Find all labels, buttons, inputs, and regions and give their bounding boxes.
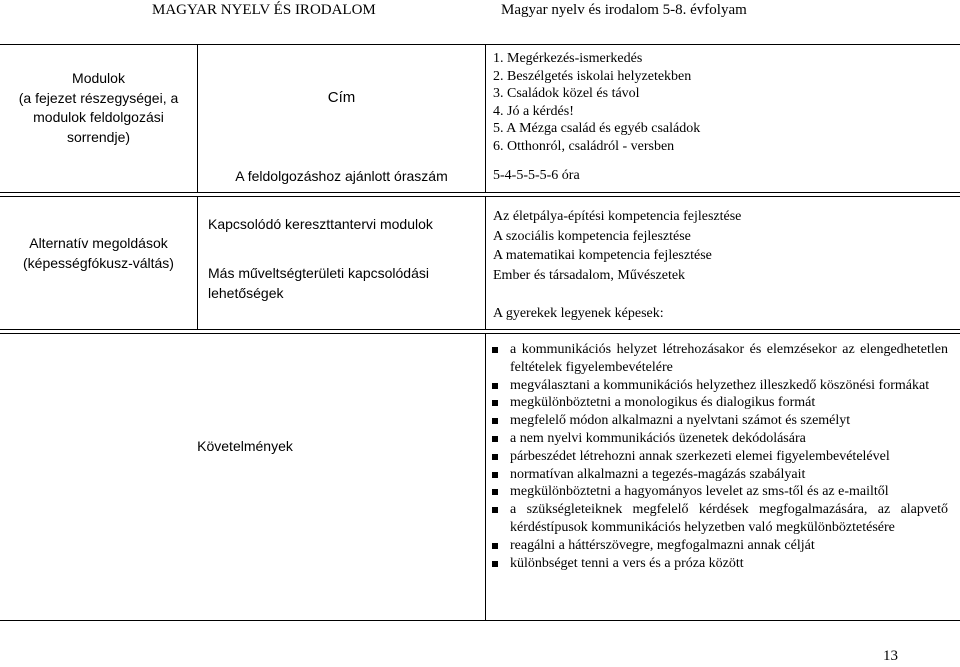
square-bullet-icon <box>492 347 498 353</box>
module-title: 3. Családok közel és távol <box>493 86 640 101</box>
page-number: 13 <box>883 648 898 664</box>
list-item: különbséget tenni a vers és a próza között <box>490 555 948 573</box>
mas-value: Ember és társadalom, Művészetek <box>493 268 686 283</box>
square-bullet-icon <box>492 472 498 478</box>
list-item: párbeszédet létrehozni annak szerkezeti elemei figyelembevételével <box>490 448 948 466</box>
square-bullet-icon <box>492 400 498 406</box>
mas-label: Más műveltségterületi kapcsolódási lehetőségek <box>208 265 429 301</box>
square-bullet-icon <box>492 383 498 389</box>
square-bullet-icon <box>492 436 498 442</box>
table-bottom-border <box>0 620 960 621</box>
module-title: 1. Megérkezés-ismerkedés <box>493 51 643 66</box>
list-item: a nem nyelvi kommunikációs üzenetek dekódolására <box>490 430 948 448</box>
oraszam-label: A feldolgozáshoz ajánlott óraszám <box>235 168 448 184</box>
list-item: megválasztani a kommunikációs helyzethez illeszkedő köszönési formákat <box>490 377 948 395</box>
module-title: 4. Jó a kérdés! <box>493 103 574 119</box>
table-col-divider-a2 <box>197 196 198 330</box>
table-row-divider-1 <box>0 192 960 193</box>
oraszam-value: 5-4-5-5-5-6 óra <box>493 168 580 183</box>
module-title-list <box>493 50 953 155</box>
module-title: 6. Otthonról, családról - versben <box>493 138 675 154</box>
square-bullet-icon <box>492 418 498 424</box>
list-item: a szükségleteiknek megfelelő kérdések megfogalmazására, az alapvető kérdéstípusok kommunikációs helyzetben való megkülönböztetésére <box>490 501 948 537</box>
list-item: megkülönböztetni a hagyományos levelet az sms-től és az e-mailtől <box>490 483 948 501</box>
table-row-divider-4 <box>0 333 960 334</box>
list-item: normatívan alkalmazni a tegezés-magázás szabályait <box>490 466 948 484</box>
kompetencia-item: Az életpálya-építési kompetencia fejlesztése <box>493 209 742 224</box>
list-item: megfelelő módon alkalmazni a nyelvtani számot és személyt <box>490 412 948 430</box>
square-bullet-icon <box>492 543 498 549</box>
alternativ-label: Alternatív megoldások (képességfókusz-váltás) <box>23 235 174 271</box>
running-header-right: Magyar nyelv és irodalom 5-8. évfolyam <box>501 2 747 18</box>
table-col-divider-b2 <box>485 196 486 330</box>
square-bullet-icon <box>492 454 498 460</box>
list-item: reagálni a háttérszövegre, megfogalmazni annak célját <box>490 537 948 555</box>
table-col-divider-b3 <box>485 333 486 621</box>
modulok-label: Modulok (a fejezet részegységei, a modulok feldolgozási sorrendje) <box>18 70 179 145</box>
list-item: a kommunikációs helyzet létrehozásakor és elemzésekor az elengedhetetlen feltételek figyelembevételére <box>490 341 948 377</box>
kompetencia-list <box>493 207 953 266</box>
square-bullet-icon <box>492 489 498 495</box>
module-title: 5. A Mézga család és egyéb családok <box>493 121 701 136</box>
running-header-left: MAGYAR NYELV ÉS IRODALOM <box>152 2 376 18</box>
square-bullet-icon <box>492 507 498 513</box>
table-top-border <box>0 44 960 45</box>
table-row-divider-3 <box>0 329 960 330</box>
cim-label: Cím <box>327 89 356 106</box>
kompetencia-item: A matematikai kompetencia fejlesztése <box>493 248 712 263</box>
table-col-divider-b1 <box>485 44 486 193</box>
kepesek-list <box>490 341 948 572</box>
list-item: megkülönböztetni a monologikus és dialogikus formát <box>490 394 948 412</box>
module-title: 2. Beszélgetés iskolai helyzetekben <box>493 68 692 84</box>
kapcsolodo-label: Kapcsolódó kereszttantervi modulok <box>208 216 433 232</box>
square-bullet-icon <box>492 561 498 567</box>
table-row-divider-2 <box>0 196 960 197</box>
kovetelmenyek-label: Követelmények <box>197 438 293 454</box>
kepesek-intro: A gyerekek legyenek képesek: <box>493 306 664 321</box>
kompetencia-item: A szociális kompetencia fejlesztése <box>493 228 691 244</box>
